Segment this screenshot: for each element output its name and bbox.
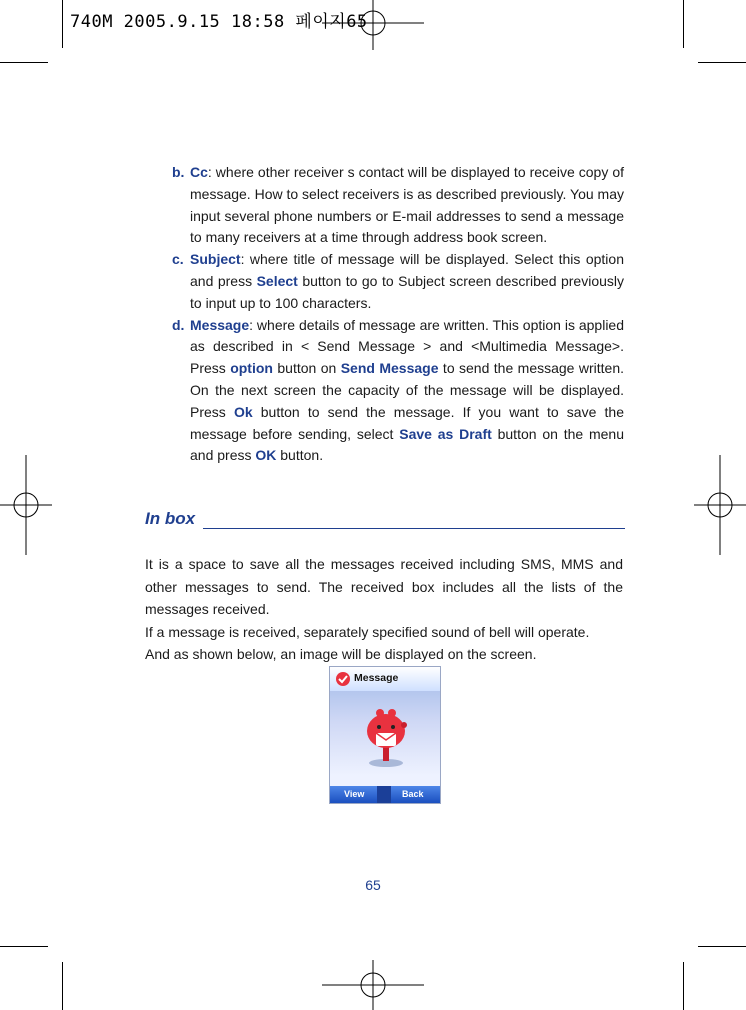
center-key	[377, 786, 391, 803]
view-softkey: View	[344, 789, 365, 799]
list-item-message	[172, 315, 624, 468]
item-body	[190, 315, 624, 468]
crop-mark	[698, 946, 746, 947]
term-subject: Subject	[190, 251, 241, 268]
item-body	[190, 162, 624, 249]
item-text: button on	[272, 360, 341, 377]
list-item-subject	[172, 249, 624, 314]
item-text: button on the menu and press	[190, 425, 624, 464]
item-text: button to go to Subject screen described previously to input up to 100 characters.	[190, 272, 625, 311]
paragraph: If a message is received, separately specified sound of bell will operate.	[145, 623, 590, 640]
item-text: button.	[276, 447, 324, 464]
item-label: b.	[172, 164, 185, 180]
registration-mark-left	[0, 455, 52, 555]
page-number: 65	[365, 877, 381, 893]
item-text: to send the message written. On the next screen the capacity of the message will be displayed. Press	[190, 360, 625, 420]
item-text: : where details of message are written. This option is applied as described in < Send Message > and <Multimedia Message>. Press	[190, 316, 624, 377]
crop-mark	[0, 946, 48, 947]
term-cc: Cc	[190, 164, 208, 180]
select-keyword: Select	[256, 272, 298, 289]
phone-title: Message	[354, 672, 399, 684]
mailbox-pig-icon	[360, 703, 412, 769]
paragraph: And as shown below, an image will be displayed on the screen.	[145, 646, 537, 662]
paragraph: It is a space to save all the messages received including SMS, MMS and other messages to send. The received box includes all the lists of the messages received.	[145, 556, 623, 617]
field-description-list	[172, 162, 624, 467]
section-heading-inbox	[145, 509, 625, 529]
item-label: d.	[172, 316, 185, 333]
phone-screen-illustration	[329, 666, 441, 804]
phone-title-bar	[330, 667, 440, 691]
registration-mark-bottom	[322, 960, 424, 1010]
ok-keyword: OK	[255, 447, 277, 464]
item-text: : where other receiver s contact will be displayed to receive copy of message. How to select receivers is as described previously. You may input several phone numbers or E-mail addresses to send a message to many receivers at a time through address book screen.	[190, 164, 624, 246]
term-message: Message	[190, 316, 250, 333]
section-title: In box	[145, 509, 196, 528]
ok-keyword: Ok	[233, 403, 253, 420]
back-softkey: Back	[402, 789, 424, 799]
crop-mark	[698, 62, 746, 63]
item-label: c.	[172, 251, 184, 268]
crop-mark	[683, 962, 684, 1010]
item-body	[190, 249, 624, 314]
print-slug: 740M 2005.9.15 18:58 페이지65	[70, 12, 368, 32]
option-keyword: option	[230, 360, 273, 377]
crop-mark	[62, 0, 63, 48]
inbox-description	[145, 553, 623, 666]
heading-rule	[203, 510, 625, 529]
save-as-draft-keyword: Save as Draft	[399, 425, 492, 442]
message-app-icon	[335, 671, 351, 687]
registration-mark-right	[694, 455, 746, 555]
item-text: button to send the message. If you want to save the message before sending, select	[190, 403, 624, 442]
crop-mark	[0, 62, 48, 63]
item-text: : where title of message will be displayed. Select this option and press	[190, 251, 624, 289]
send-message-keyword: Send Message	[340, 360, 439, 377]
crop-mark	[683, 0, 684, 48]
crop-mark	[62, 962, 63, 1010]
phone-softkey-bar	[330, 786, 440, 803]
list-item-cc	[172, 162, 624, 249]
